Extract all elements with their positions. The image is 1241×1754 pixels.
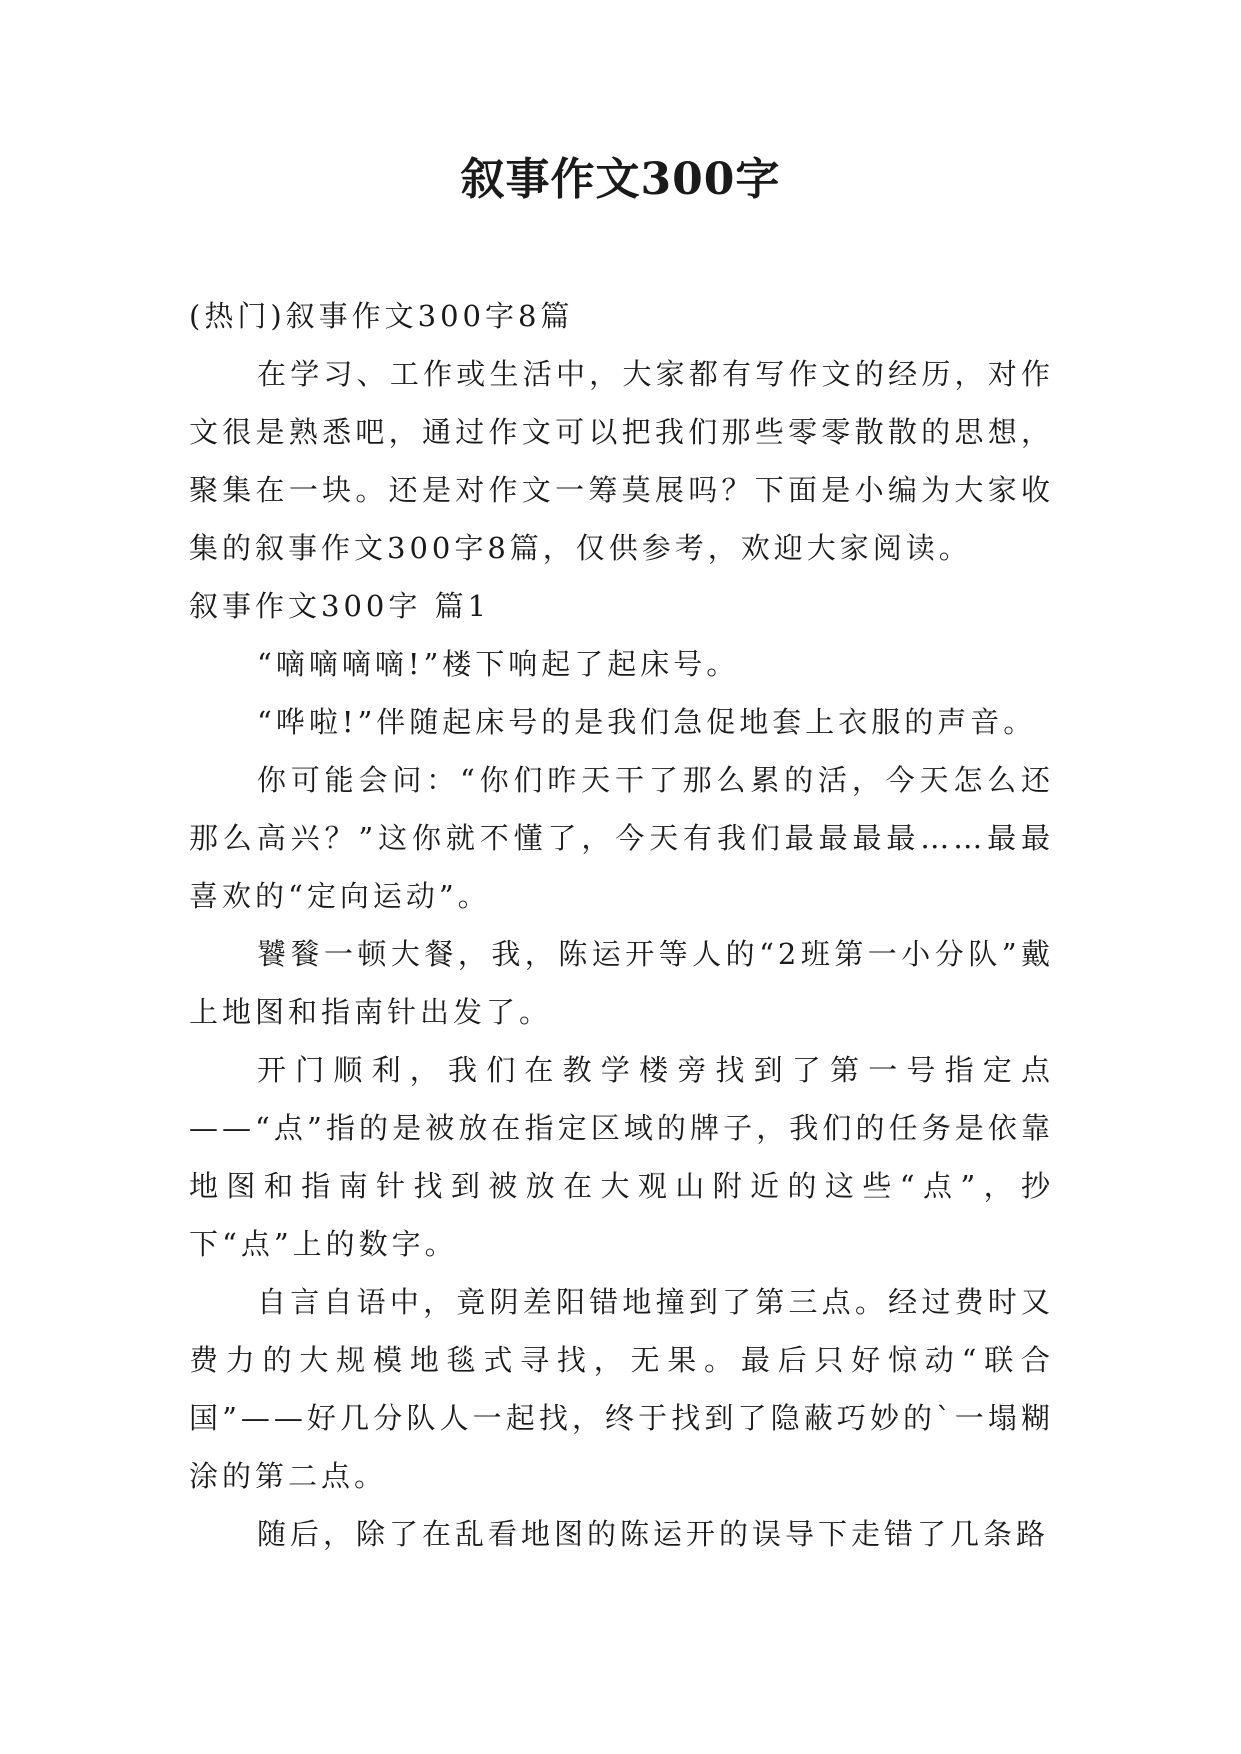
document-subtitle: (热门)叙事作文300字8篇 bbox=[189, 299, 574, 333]
body-paragraph: 饕餮一顿大餐，我，陈运开等人的“2班第一小分队”戴上地图和指南针出发了。 bbox=[189, 937, 1054, 1029]
section-heading: 叙事作文300字 篇1 bbox=[189, 589, 491, 623]
body-paragraph: “嘀嘀嘀嘀!”楼下响起了起床号。 bbox=[257, 647, 740, 681]
body-paragraph: 开门顺利，我们在教学楼旁找到了第一号指定点——“点”指的是被放在指定区域的牌子，我们的任务是依靠地图和指南针找到被放在大观山附近的这些“点”，抄下“点”上的数字。 bbox=[189, 1053, 1054, 1261]
body-paragraph: 自言自语中，竟阴差阳错地撞到了第三点。经过费时又费力的大规模地毯式寻找，无果。最后只好惊动“联合国”——好几分队人一起找，终于找到了隐蔽巧妙的`一塌糊涂的第二点。 bbox=[189, 1285, 1054, 1493]
body-paragraph: “哗啦!”伴随起床号的是我们急促地套上衣服的声音。 bbox=[257, 705, 1037, 739]
document-title: 叙事作文300字 bbox=[460, 154, 781, 205]
intro-paragraph: 在学习、工作或生活中，大家都有写作文的经历，对作文很是熟悉吧，通过作文可以把我们那些零零散散的思想，聚集在一块。还是对作文一筹莫展吗？下面是小编为大家收集的叙事作文300字8篇，仅供参考，欢迎大家阅读。 bbox=[189, 357, 1054, 565]
body-paragraph: 随后，除了在乱看地图的陈运开的误导下走错了几条路 bbox=[257, 1517, 1050, 1551]
body-paragraph: 你可能会问：“你们昨天干了那么累的活，今天怎么还那么高兴？”这你就不懂了，今天有我们最最最最……最最喜欢的“定向运动”。 bbox=[189, 763, 1054, 913]
document-body bbox=[189, 287, 1054, 1563]
